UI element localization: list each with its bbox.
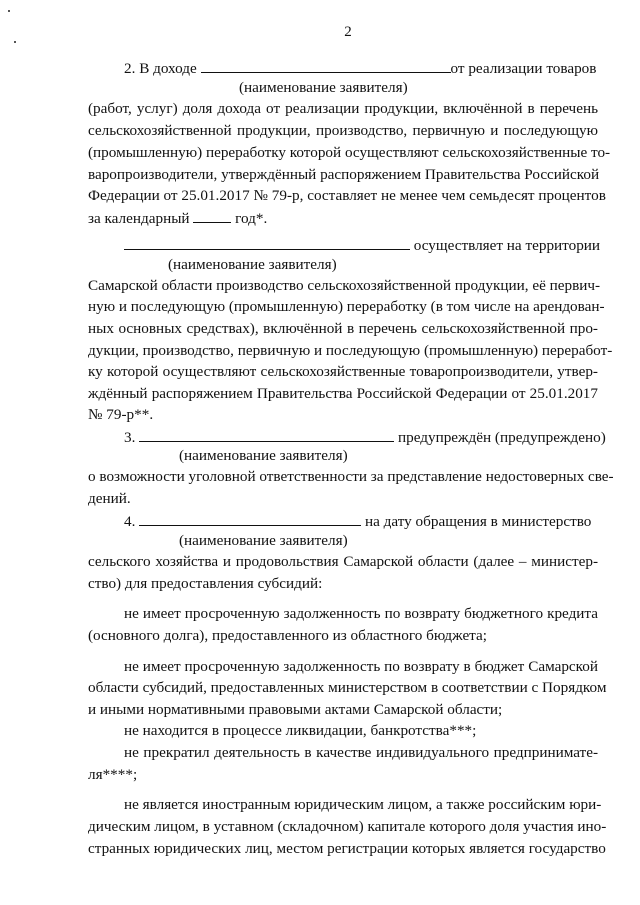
p3-number: 3. <box>124 429 136 446</box>
p3-tail: предупреждён (предупреждено) <box>397 429 606 446</box>
field-caption: (наименование заявителя) <box>179 447 348 464</box>
field-caption: (наименование заявителя) <box>179 532 348 549</box>
text-line: дений. <box>88 490 131 507</box>
list-item-line: и иными нормативными правовыми актами Самарской области; <box>88 701 503 718</box>
p2-tail: от реализации товаров <box>450 60 597 77</box>
text-line: о возможности уголовной ответственности за представление недостоверных све- <box>88 468 614 485</box>
text-line: № 79-р**. <box>88 406 154 423</box>
p2-number: 2. В доходе <box>124 60 197 77</box>
text-fragment: за календарный <box>88 210 190 227</box>
text-line: Федерации от 25.01.2017 № 79-р, составляет не менее чем семьдесят процентов <box>88 187 606 204</box>
p4-first-line <box>124 512 598 531</box>
list-item-line: не имеет просроченную задолженность по возврату в бюджет Самарской <box>124 658 598 675</box>
text-fragment: год*. <box>235 210 268 227</box>
applicant-blank <box>201 59 451 73</box>
text-line: ку которой осуществляют сельскохозяйственные товаропроизводители, утвер- <box>88 363 598 380</box>
page-number: 2 <box>344 24 352 40</box>
text-line: сельского хозяйства и продовольствия Самарской области (далее – министер- <box>88 553 598 570</box>
territory-tail: осуществляет на территории <box>413 237 601 254</box>
p4-tail: на дату обращения в министерство <box>364 513 592 530</box>
p3-first-line <box>124 428 606 447</box>
text-line: варопроизводители, утверждённый распоряжением Правительства Российской <box>88 166 600 183</box>
list-item-line: дическим лицом, в уставном (складочном) капитале которого доля участия ино- <box>88 818 607 835</box>
list-item-line: не находится в процессе ликвидации, банкротства***; <box>124 722 477 739</box>
text-line: ных основных средствах), включённой в перечень сельскохозяйственной про- <box>88 320 598 337</box>
scan-speck <box>8 10 10 12</box>
list-item-line: не является иностранным юридическим лицом, а также российским юри- <box>124 796 602 813</box>
text-line: ждённый распоряжением Правительства Российской Федерации от 25.01.2017 <box>88 385 598 402</box>
list-item-line: области субсидий, предоставленных министерством в соответствии с Порядком <box>88 679 607 696</box>
text-line: ство) для предоставления субсидий: <box>88 575 323 592</box>
list-item-line: не прекратил деятельность в качестве индивидуального предпринимате- <box>124 744 598 761</box>
year-line <box>88 209 598 228</box>
field-caption: (наименование заявителя) <box>239 79 408 96</box>
year-blank <box>193 209 231 223</box>
list-item-line: не имеет просроченную задолженность по возврату бюджетного кредита <box>124 605 598 622</box>
text-line: сельскохозяйственной продукции, производство, первичную и последующую <box>88 122 598 139</box>
scan-speck <box>14 41 16 43</box>
field-caption: (наименование заявителя) <box>168 256 337 273</box>
applicant-blank <box>124 236 410 250</box>
list-item-line: (основного долга), предоставленного из областного бюджета; <box>88 627 487 644</box>
applicant-blank <box>139 428 394 442</box>
applicant-blank <box>139 512 361 526</box>
territory-first-line <box>124 236 601 255</box>
p2-first-line <box>124 59 598 78</box>
text-line: (промышленную) переработку которой осуществляют сельскохозяйственные то- <box>88 144 611 161</box>
text-line: ную и последующую (промышленную) переработку (в том числе на арендован- <box>88 298 605 315</box>
list-item-line: странных юридических лиц, местом регистрации которых является государство <box>88 840 606 857</box>
text-line: дукции, производство, первичную и последующую (промышленную) переработ- <box>88 342 613 359</box>
p4-number: 4. <box>124 513 136 530</box>
text-line: (работ, услуг) доля дохода от реализации продукции, включённой в перечень <box>88 100 598 117</box>
list-item-line: ля****; <box>88 766 138 783</box>
text-line: Самарской области производство сельскохозяйственной продукции, её первич- <box>88 277 601 294</box>
